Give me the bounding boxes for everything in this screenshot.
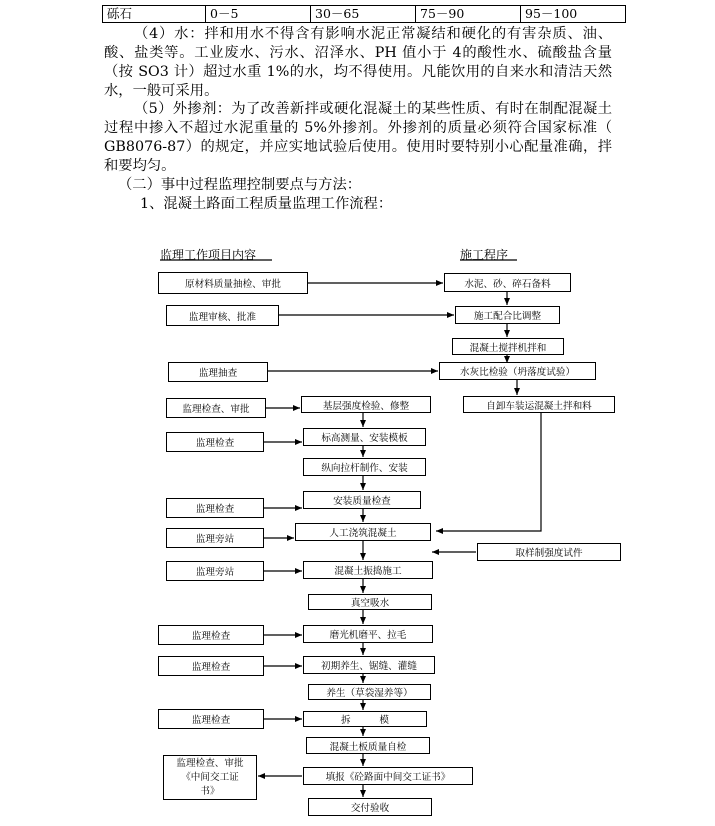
left-box-check: 监理检查	[166, 498, 264, 518]
center-box-acceptance: 交付验收	[308, 798, 432, 816]
right-box-mix-adjust: 施工配合比调整	[455, 306, 560, 324]
box-line: 书》	[200, 785, 220, 797]
left-box-spot-check: 监理抽查	[168, 362, 268, 382]
center-box-tie-bars: 纵向拉杆制作、安装	[303, 458, 426, 476]
left-box-interim-certificate-check	[163, 755, 257, 800]
center-box-install-check: 安装质量检查	[303, 491, 421, 509]
right-box-dump-truck: 自卸车装运混凝土拌和料	[463, 396, 615, 413]
center-box-pour-concrete: 人工浇筑混凝土	[295, 523, 431, 541]
table-cell: 75－90	[416, 6, 521, 23]
right-box-material-prep: 水泥、砂、碎石备料	[444, 273, 571, 292]
center-box-vacuum: 真空吸水	[308, 594, 432, 610]
center-box-polishing: 磨光机磨平、拉毛	[303, 625, 433, 643]
left-box-check: 监理检查	[158, 656, 264, 676]
connector	[436, 413, 541, 531]
center-box-remove-forms: 拆 模	[303, 711, 427, 727]
right-box-mixer: 混凝土搅拌机拌和	[452, 338, 564, 355]
left-box-site-supervision: 监理旁站	[166, 528, 264, 548]
table-cell: 砾石	[103, 6, 206, 23]
sub-heading: 1、混凝土路面工程质量监理工作流程：	[140, 196, 393, 212]
flowchart-right-header: 施工程序	[460, 248, 509, 262]
center-box-initial-curing: 初期养生、锯缝、灌缝	[303, 656, 435, 674]
left-box-check: 监理检查	[158, 625, 264, 645]
left-box-check: 监理检查	[166, 432, 264, 452]
table-cell: 30－65	[311, 6, 416, 23]
center-box-curing: 养生（草袋湿养等）	[308, 684, 431, 700]
left-box-check-approve: 监理检查、审批	[166, 398, 266, 418]
center-box-self-check: 混凝土板质量自检	[306, 737, 430, 754]
center-box-base-inspection: 基层强度检验、修整	[301, 396, 431, 413]
flowchart-left-header: 监理工作项目内容	[160, 248, 257, 262]
box-line: 监理检查、审批	[176, 757, 244, 769]
paragraph-water: （4）水：拌和用水不得含有影响水泥正常凝结和硬化的有害杂质、油、酸、盐类等。工业废水、污水、沼泽水、PH 值小于 4的酸性水、硫酸盐含量（按 SO3 计）超过水重 1%的水，均不得使用。凡能饮用的自来水和清洁天然水，一般可采用。	[104, 26, 612, 99]
center-box-interim-certificate: 填报《砼路面中间交工证书》	[303, 767, 473, 785]
section-heading: （二）事中过程监理控制要点与方法：	[118, 177, 362, 193]
left-box-material-inspection: 原材料质量抽检、审批	[158, 272, 308, 294]
side-box-strength-specimen: 取样制强度试件	[477, 543, 621, 561]
center-box-formwork: 标高测量、安装模板	[303, 428, 426, 446]
box-line: 《中间交工证	[181, 771, 239, 783]
left-box-site-supervision: 监理旁站	[166, 561, 264, 581]
center-box-vibration: 混凝土振捣施工	[303, 561, 433, 579]
table-cell: 0－5	[206, 6, 311, 23]
left-box-review-approve: 监理审核、批准	[166, 305, 279, 326]
right-box-slump-test: 水灰比检验（坍落度试验）	[439, 362, 596, 380]
paragraph-admixture: （5）外掺剂：为了改善新拌或硬化混凝土的某些性质、有时在制配混凝土过程中掺入不超过水泥重量的 5%外掺剂。外掺剂的质量必须符合国家标准（ GB8076-87）的规定，并应实地试验后使用。使用时要特别小心配量准确，拌和要均匀。	[104, 101, 612, 174]
table-cell: 95－100	[521, 6, 626, 23]
left-box-check: 监理检查	[158, 709, 264, 729]
